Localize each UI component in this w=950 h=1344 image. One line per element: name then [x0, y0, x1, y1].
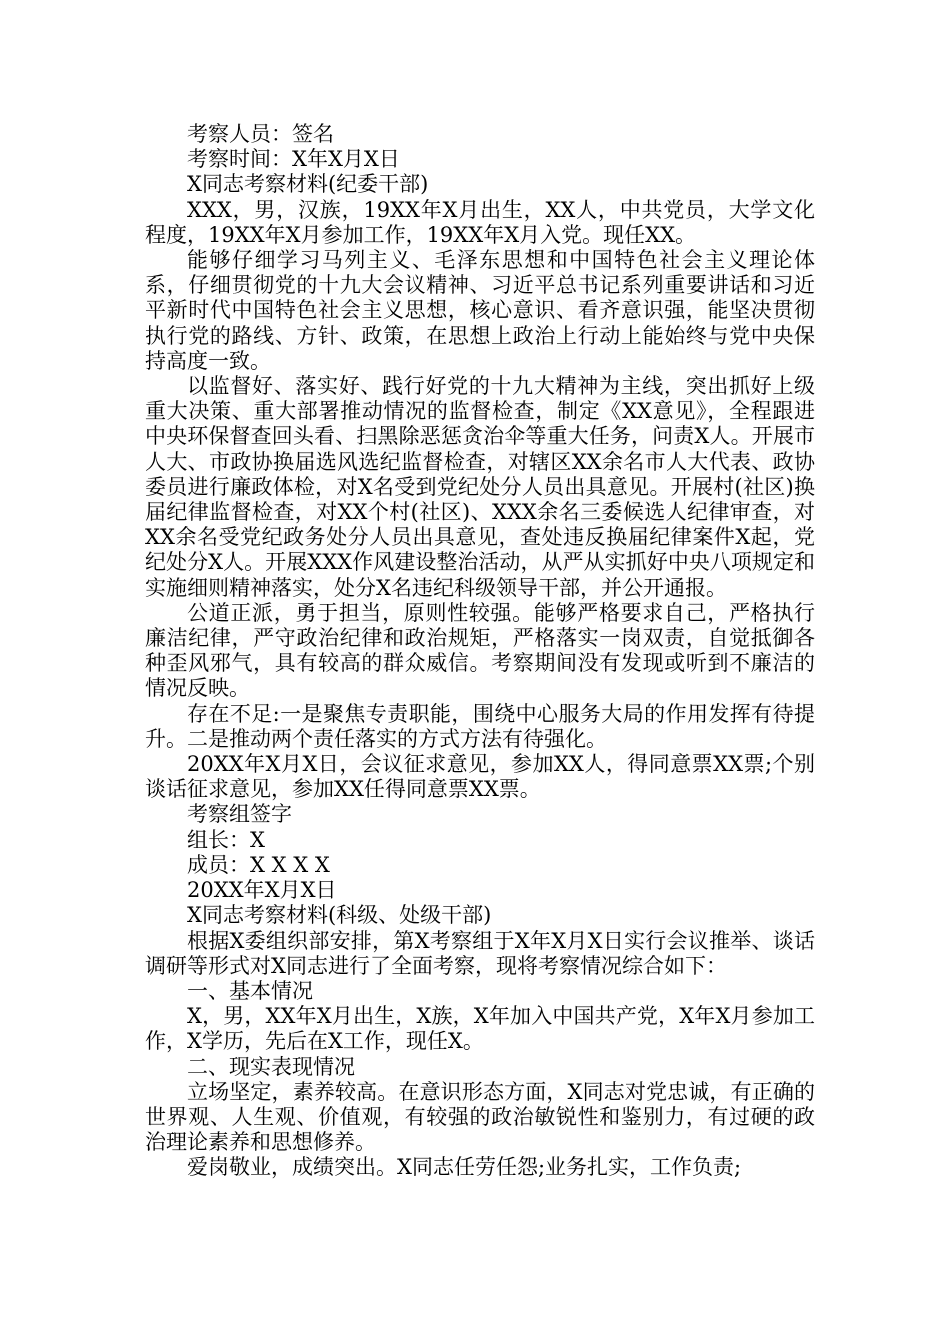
heading-performance: 二、现实表现情况	[187, 1054, 355, 1079]
paragraph-inspection-time: 考察时间：X年X月X日	[187, 147, 400, 172]
paragraph-basic-info-1: XXX，男，汉族，19XX年X月出生，XX人，中共党员，大学文化程度，19XX年X月参加工作，19XX年X月入党。现任XX。	[145, 197, 815, 247]
paragraph-date: 20XX年X月X日	[187, 878, 337, 903]
paragraph-basic-info-2: X，男，XX年X月出生，X族，X年加入中国共产党，X年X月参加工作，X学历，先后在X工作，现任X。	[145, 1004, 815, 1054]
paragraph-shortcomings: 存在不足:一是聚焦专责职能，围绕中心服务大局的作用发挥有待提升。二是推动两个责任落实的方式方法有待强化。	[145, 701, 815, 751]
paragraph-arrangement: 根据X委组织部安排，第X考察组于X年X月X日实行会议推举、谈话调研等形式对X同志进行了全面考察，现将考察情况综合如下：	[145, 928, 815, 978]
paragraph-supervision-work: 以监督好、落实好、践行好党的十九大精神为主线，突出抓好上级重大决策、重大部署推动情况的监督检查，制定《XX意见》，全程跟进中央环保督查回头看、扫黑除恶惩贪治伞等重大任务，问责X人。开展市人大、市政协换届选风选纪监督检查，对辖区XX余名市人大代表、政协委员进行廉政体检，对X名受到党纪处分人员出具意见。开展村(社区)换届纪律监督检查，对XX个村(社区)、XXX余名三委候选人纪律审查，对XX余名受党纪政务处分人员出具意见，查处违反换届纪律案件X起，党纪处分X人。开展XXX作风建设整治活动，从严从实抓好中央八项规定和实施细则精神落实，处分X名违纪科级领导干部，并公开通报。	[145, 374, 815, 600]
section-title-discipline-cadre: X同志考察材料(纪委干部)	[187, 172, 429, 197]
section-title-section-cadre: X同志考察材料(科级、处级干部)	[187, 903, 492, 928]
document-page	[145, 122, 815, 1181]
paragraph-political-study: 能够仔细学习马列主义、毛泽东思想和中国特色社会主义理论体系，仔细贯彻党的十九大会议精神、习近平总书记系列重要讲话和习近平新时代中国特色社会主义思想，核心意识、看齐意识强，能坚决贯彻执行党的路线、方针、政策，在思想上政治上行动上能始终与党中央保持高度一致。	[145, 248, 815, 373]
heading-basic-situation: 一、基本情况	[187, 978, 313, 1003]
paragraph-political-stance: 立场坚定，素养较高。在意识形态方面，X同志对党忠诚，有正确的世界观、人生观、价值观，有较强的政治敏锐性和鉴别力，有过硬的政治理论素养和思想修养。	[145, 1079, 815, 1155]
paragraph-signature-heading: 考察组签字	[187, 802, 292, 827]
paragraph-inspector: 考察人员：签名	[187, 122, 334, 146]
paragraph-vote-results: 20XX年X月X日，会议征求意见，参加XX人，得同意票XX票;个别谈话征求意见，参加XX任得同意票XX票。	[145, 752, 815, 802]
paragraph-group-leader: 组长：X	[187, 827, 265, 852]
paragraph-members: 成员：X X X X	[187, 852, 330, 877]
paragraph-integrity: 公道正派，勇于担当，原则性较强。能够严格要求自己，严格执行廉洁纪律，严守政治纪律和政治规矩，严格落实一岗双责，自觉抵御各种歪风邪气，具有较高的群众威信。考察期间没有发现或听到不廉洁的情况反映。	[145, 600, 815, 701]
paragraph-dedication: 爱岗敬业，成绩突出。X同志任劳任怨;业务扎实，工作负责;	[187, 1155, 742, 1180]
